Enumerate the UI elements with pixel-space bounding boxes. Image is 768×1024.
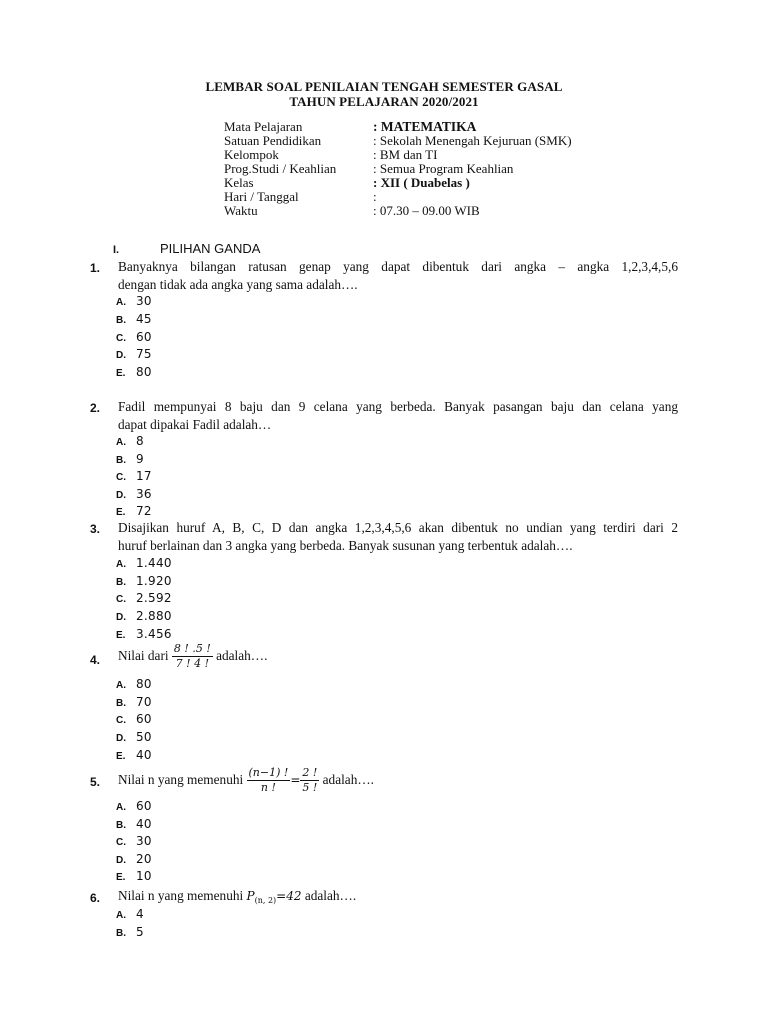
option-letter: A. <box>116 910 126 921</box>
info-value: : 07.30 – 09.00 WIB <box>373 203 480 218</box>
option-letter: A. <box>116 680 126 691</box>
question-prefix: Nilai n yang memenuhi <box>118 888 244 903</box>
option-value: 60 <box>136 799 152 813</box>
question-text <box>118 888 356 905</box>
option-value: 8 <box>136 434 144 448</box>
info-value: : BM dan TI <box>373 147 438 162</box>
info-label: Waktu <box>224 203 258 218</box>
option-value: 70 <box>136 695 152 709</box>
section-title: PILIHAN GANDA <box>160 241 261 256</box>
answer-option <box>116 907 144 921</box>
option-value: 36 <box>136 487 152 501</box>
school-year: TAHUN PELAJARAN 2020/2021 <box>289 94 479 109</box>
answer-option <box>116 434 144 448</box>
answer-option <box>116 609 172 623</box>
question-suffix: adalah…. <box>322 772 374 787</box>
option-value: 80 <box>136 365 152 379</box>
option-value: 1.920 <box>136 574 172 588</box>
question-number: 4. <box>90 653 101 667</box>
answer-option <box>116 799 152 813</box>
permutation-subscript: (n, 2) <box>254 896 277 905</box>
question-text: dapat dipakai Fadil adalah… <box>118 417 272 432</box>
option-letter: B. <box>116 315 126 326</box>
info-label: Kelompok <box>224 147 279 162</box>
option-letter: C. <box>116 472 126 483</box>
option-letter: C. <box>116 594 126 605</box>
info-value: : Sekolah Menengah Kejuruan (SMK) <box>373 133 572 148</box>
info-value: : <box>373 189 377 204</box>
info-value: : MATEMATIKA <box>373 119 477 134</box>
option-letter: E. <box>116 368 126 379</box>
info-label: Hari / Tanggal <box>224 189 299 204</box>
option-value: 80 <box>136 677 152 691</box>
fraction-numerator: 8 ! .5 ! <box>173 642 211 656</box>
option-value: 5 <box>136 925 144 939</box>
option-letter: A. <box>116 437 126 448</box>
option-value: 30 <box>136 294 152 308</box>
question-number: 2. <box>90 401 101 415</box>
answer-option <box>116 504 152 518</box>
option-letter: C. <box>116 715 126 726</box>
option-value: 72 <box>136 504 152 518</box>
equals-sign: = <box>290 773 301 787</box>
question-number: 6. <box>90 891 101 905</box>
option-letter: B. <box>116 577 126 588</box>
answer-option <box>116 330 152 344</box>
answer-option <box>116 591 172 605</box>
question-prefix: Nilai dari <box>118 648 169 663</box>
option-letter: E. <box>116 507 126 518</box>
info-label: Prog.Studi / Keahlian <box>224 161 337 176</box>
answer-option <box>116 574 172 588</box>
option-value: 1.440 <box>136 556 172 570</box>
option-value: 30 <box>136 834 152 848</box>
option-letter: D. <box>116 733 126 744</box>
fraction-numerator: (n−1) ! <box>248 766 289 780</box>
option-value: 2.880 <box>136 609 172 623</box>
fraction-denominator: n ! <box>260 781 276 795</box>
answer-option <box>116 294 152 308</box>
option-letter: B. <box>116 698 126 709</box>
option-letter: D. <box>116 490 126 501</box>
fraction-denominator: 7 ! 4 ! <box>175 657 209 671</box>
info-value: : Semua Program Keahlian <box>373 161 514 176</box>
answer-option <box>116 712 152 726</box>
document-title: LEMBAR SOAL PENILAIAN TENGAH SEMESTER GASAL <box>205 79 563 94</box>
fraction-denominator: 5 ! <box>302 781 318 795</box>
option-value: 60 <box>136 712 152 726</box>
answer-option <box>116 869 152 883</box>
option-value: 9 <box>136 452 144 466</box>
question-text: Fadil mempunyai 8 baju dan 9 celana yang berbeda. Banyak pasangan baju dan celana yang <box>118 399 678 414</box>
answer-option <box>116 695 152 709</box>
info-value: : XII ( Duabelas ) <box>373 175 470 190</box>
question-text <box>118 640 267 672</box>
question-suffix: adalah…. <box>304 888 357 903</box>
answer-option <box>116 452 144 466</box>
option-letter: D. <box>116 350 126 361</box>
option-value: 20 <box>136 852 152 866</box>
option-letter: A. <box>116 802 126 813</box>
option-value: 45 <box>136 312 152 326</box>
question-text: huruf berlainan dan 3 angka yang berbeda. Banyak susunan yang terbentuk adalah…. <box>118 538 573 553</box>
answer-option <box>116 834 152 848</box>
option-letter: C. <box>116 837 126 848</box>
factorial-fraction <box>172 643 213 670</box>
option-letter: B. <box>116 455 126 466</box>
answer-option <box>116 817 152 831</box>
factorial-fraction-right <box>300 767 319 794</box>
info-label: Satuan Pendidikan <box>224 133 322 148</box>
answer-option <box>116 748 152 762</box>
option-value: 50 <box>136 730 152 744</box>
option-letter: C. <box>116 333 126 344</box>
option-letter: B. <box>116 928 126 939</box>
question-text: Disajikan huruf A, B, C, D dan angka 1,2,3,4,5,6 akan dibentuk no undian yang terdiri dari 2 <box>118 520 678 535</box>
option-value: 10 <box>136 869 152 883</box>
question-number: 3. <box>90 522 101 536</box>
option-value: 40 <box>136 817 152 831</box>
question-suffix: adalah…. <box>216 648 268 663</box>
permutation-equation: =42 <box>276 889 302 903</box>
answer-option <box>116 925 144 939</box>
info-label: Kelas <box>224 175 254 190</box>
section-number: I. <box>113 244 120 256</box>
answer-option <box>116 677 152 691</box>
factorial-fraction-left <box>247 767 291 794</box>
answer-option <box>116 556 172 570</box>
answer-option <box>116 347 152 361</box>
exam-info-table <box>0 119 768 219</box>
option-letter: E. <box>116 872 126 883</box>
info-label: Mata Pelajaran <box>224 119 303 134</box>
answer-option <box>116 852 152 866</box>
question-text: Banyaknya bilangan ratusan genap yang dapat dibentuk dari angka – angka 1,2,3,4,5,6 <box>118 259 678 274</box>
option-value: 17 <box>136 469 152 483</box>
option-value: 3.456 <box>136 627 172 641</box>
option-letter: B. <box>116 820 126 831</box>
option-value: 4 <box>136 907 144 921</box>
question-text: dengan tidak ada angka yang sama adalah…. <box>118 277 358 292</box>
option-letter: D. <box>116 855 126 866</box>
answer-option <box>116 487 152 501</box>
option-value: 60 <box>136 330 152 344</box>
question-number: 5. <box>90 775 101 789</box>
option-letter: E. <box>116 630 126 641</box>
answer-option <box>116 312 152 326</box>
option-letter: A. <box>116 297 126 308</box>
question-prefix: Nilai n yang memenuhi <box>118 772 244 787</box>
permutation-symbol <box>247 889 302 903</box>
option-value: 40 <box>136 748 152 762</box>
answer-option <box>116 627 172 641</box>
permutation-p: P <box>246 889 255 903</box>
option-letter: D. <box>116 612 126 623</box>
option-value: 75 <box>136 347 152 361</box>
fraction-numerator: 2 ! <box>302 766 318 780</box>
option-letter: A. <box>116 559 126 570</box>
answer-option <box>116 469 152 483</box>
answer-option <box>116 365 152 379</box>
option-letter: E. <box>116 751 126 762</box>
option-value: 2.592 <box>136 591 172 605</box>
answer-option <box>116 730 152 744</box>
question-number: 1. <box>90 261 101 275</box>
question-text <box>118 763 374 797</box>
